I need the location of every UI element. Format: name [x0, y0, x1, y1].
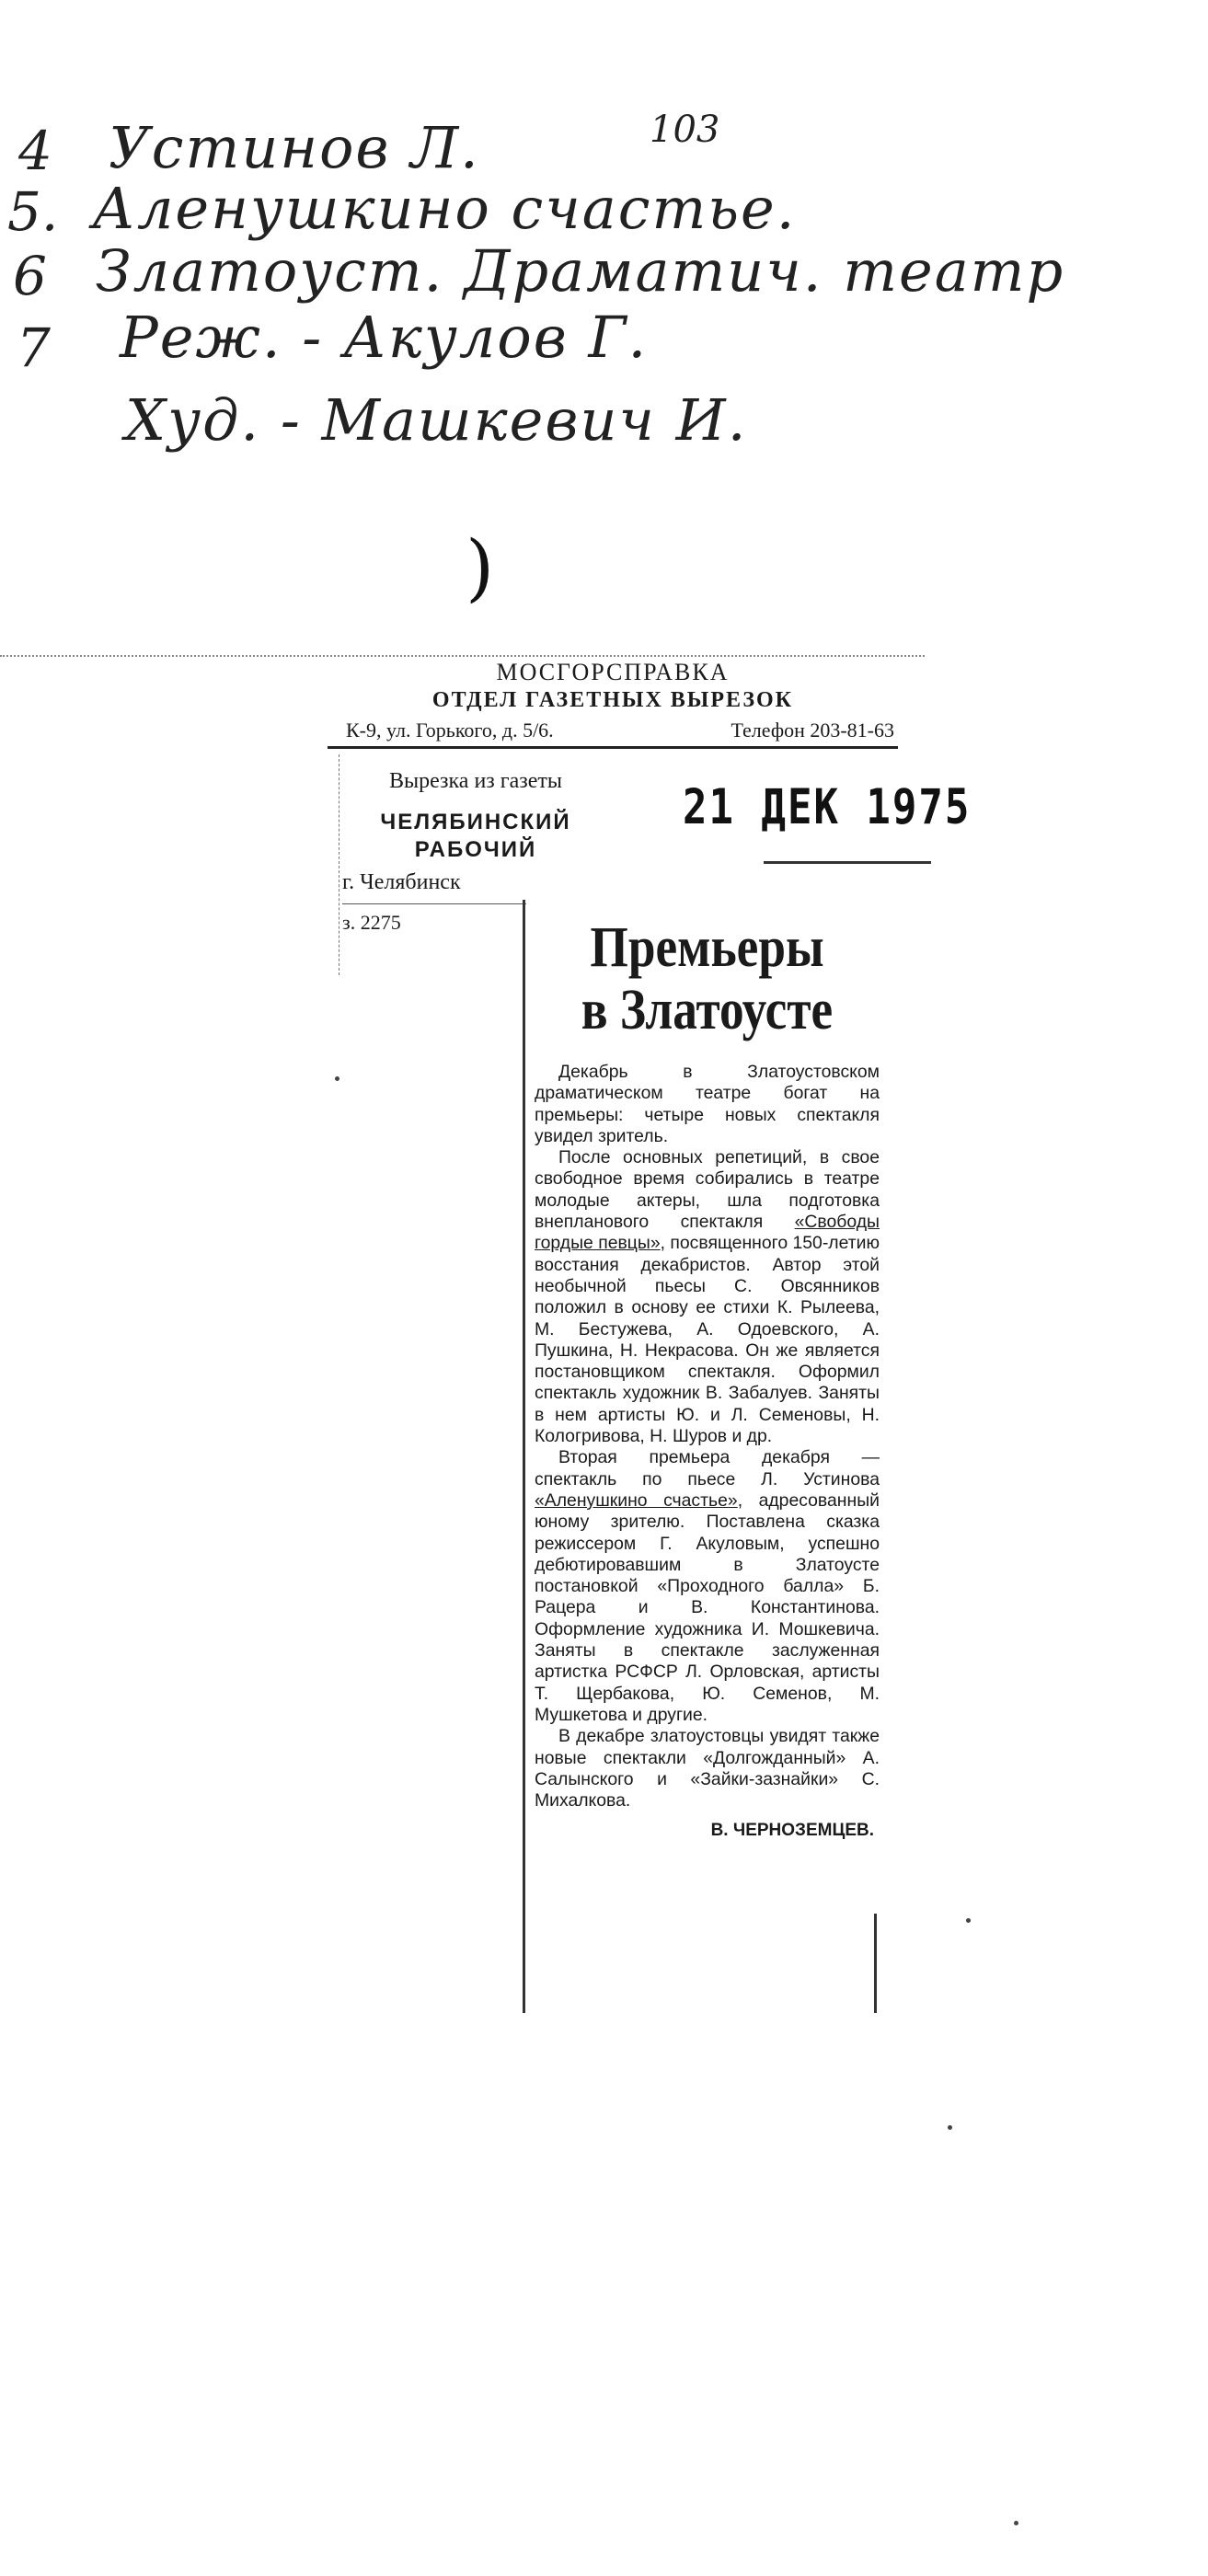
- date-stamp: 21 ДЕК 1975: [683, 778, 972, 836]
- scan-speck: [966, 1918, 971, 1923]
- bracket-mark: ): [466, 524, 495, 610]
- newspaper-name-line1: ЧЕЛЯБИНСКИЙ: [380, 810, 571, 834]
- article-paragraph: Декабрь в Златоустовском драматическом театре богат на премьеры: четыре новых спектакля увидел зритель.: [535, 1062, 880, 1146]
- source-separator: [342, 903, 526, 904]
- paragraph-text: После основных репетиций, в свое свободное время собирались в театре молодые актеры, шла подготовка внепланового спектакля: [535, 1147, 880, 1233]
- handwritten-theatre: Златоуст. Драматич. театр: [96, 237, 1065, 305]
- play-title-underlined: «Свободы гордые певцы»: [535, 1212, 880, 1254]
- clipping-header: [328, 650, 898, 749]
- agency-address: К-9, ул. Горького, д. 5/6.: [346, 719, 554, 742]
- handwritten-artist: Худ. - Машкевич И.: [125, 386, 748, 454]
- date-stamp-underline: [764, 861, 931, 864]
- handwritten-director: Реж. - Акулов Г.: [120, 304, 649, 371]
- handwritten-page-number: 103: [650, 109, 720, 151]
- agency-phone: Телефон 203-81-63: [731, 719, 894, 742]
- article-paragraph: [535, 1447, 880, 1726]
- scan-speck: [948, 2125, 952, 2130]
- handwritten-play-title: Аленушкино счастье.: [92, 175, 797, 242]
- handwritten-number-4: 4: [18, 120, 52, 182]
- paragraph-text: , адресованный юному зрителю. Поставлена сказка режиссером Г. Акуловым, успешно дебютировавшим в Златоусте постановкой «Проходного балла» Б. Рацера и В. Константинова. Оформление художника И. Мошкевича. Заняты в спектакле заслуженная артистка РСФСР Л. Орловская, артисты Т. Щербакова, Ю. Семенов, М. Мушкетова и другие.: [535, 1489, 880, 1725]
- address-row: [328, 719, 898, 749]
- source-block: [342, 769, 609, 864]
- order-number: з. 2275: [342, 911, 401, 934]
- handwritten-number-5: 5.: [7, 180, 59, 243]
- newspaper-city: г. Челябинск: [342, 870, 461, 894]
- agency-name: МОСГОРСПРАВКА: [496, 659, 730, 685]
- handwritten-number-6: 6: [13, 245, 47, 307]
- article: [523, 900, 880, 2013]
- article-byline: В. ЧЕРНОЗЕМЦЕВ.: [710, 1821, 874, 1841]
- scan-speck: [1014, 2521, 1018, 2525]
- article-paragraph: [535, 1147, 880, 1447]
- scan-speck: [335, 1076, 339, 1081]
- play-title-underlined: «Аленушкино счастье»: [535, 1489, 738, 1511]
- article-title: [558, 916, 856, 1041]
- paragraph-text: Вторая премьера декабря — спектакль по пьесе Л. Устинова: [535, 1447, 880, 1489]
- handwritten-number-7: 7: [17, 316, 51, 379]
- article-paragraph: В декабре златоустовцы увидят также новые спектакли «Долгожданный» А. Салынского и «Зайки-зазнайки» С. Михалкова.: [535, 1726, 880, 1811]
- source-label: Вырезка из газеты: [388, 769, 563, 793]
- newspaper-name: [342, 809, 609, 864]
- article-right-border: [874, 1914, 877, 2013]
- department-name: ОТДЕЛ ГАЗЕТНЫХ ВЫРЕЗОК: [431, 688, 794, 712]
- article-title-line2: в Златоусте: [581, 979, 834, 1041]
- handwritten-author: Устинов Л.: [109, 114, 480, 181]
- article-body: [535, 1062, 880, 1811]
- newspaper-name-line2: РАБОЧИЙ: [414, 837, 537, 862]
- article-title-line1: Премьеры: [590, 916, 824, 979]
- paragraph-text: , посвященного 150-летию восстания декабристов. Автор этой необычной пьесы С. Овсянников положил в основу ее стихи К. Рылеева, М. Бестужева, А. Одоевского, А. Пушкина, Н. Некрасова. Он же является постановщиком спектакля. Оформил спектакль художник В. Забалуев. Заняты в нем артисты Ю. и Л. Семеновы, Н. Кологривова, Н. Шуров и др.: [535, 1233, 880, 1447]
